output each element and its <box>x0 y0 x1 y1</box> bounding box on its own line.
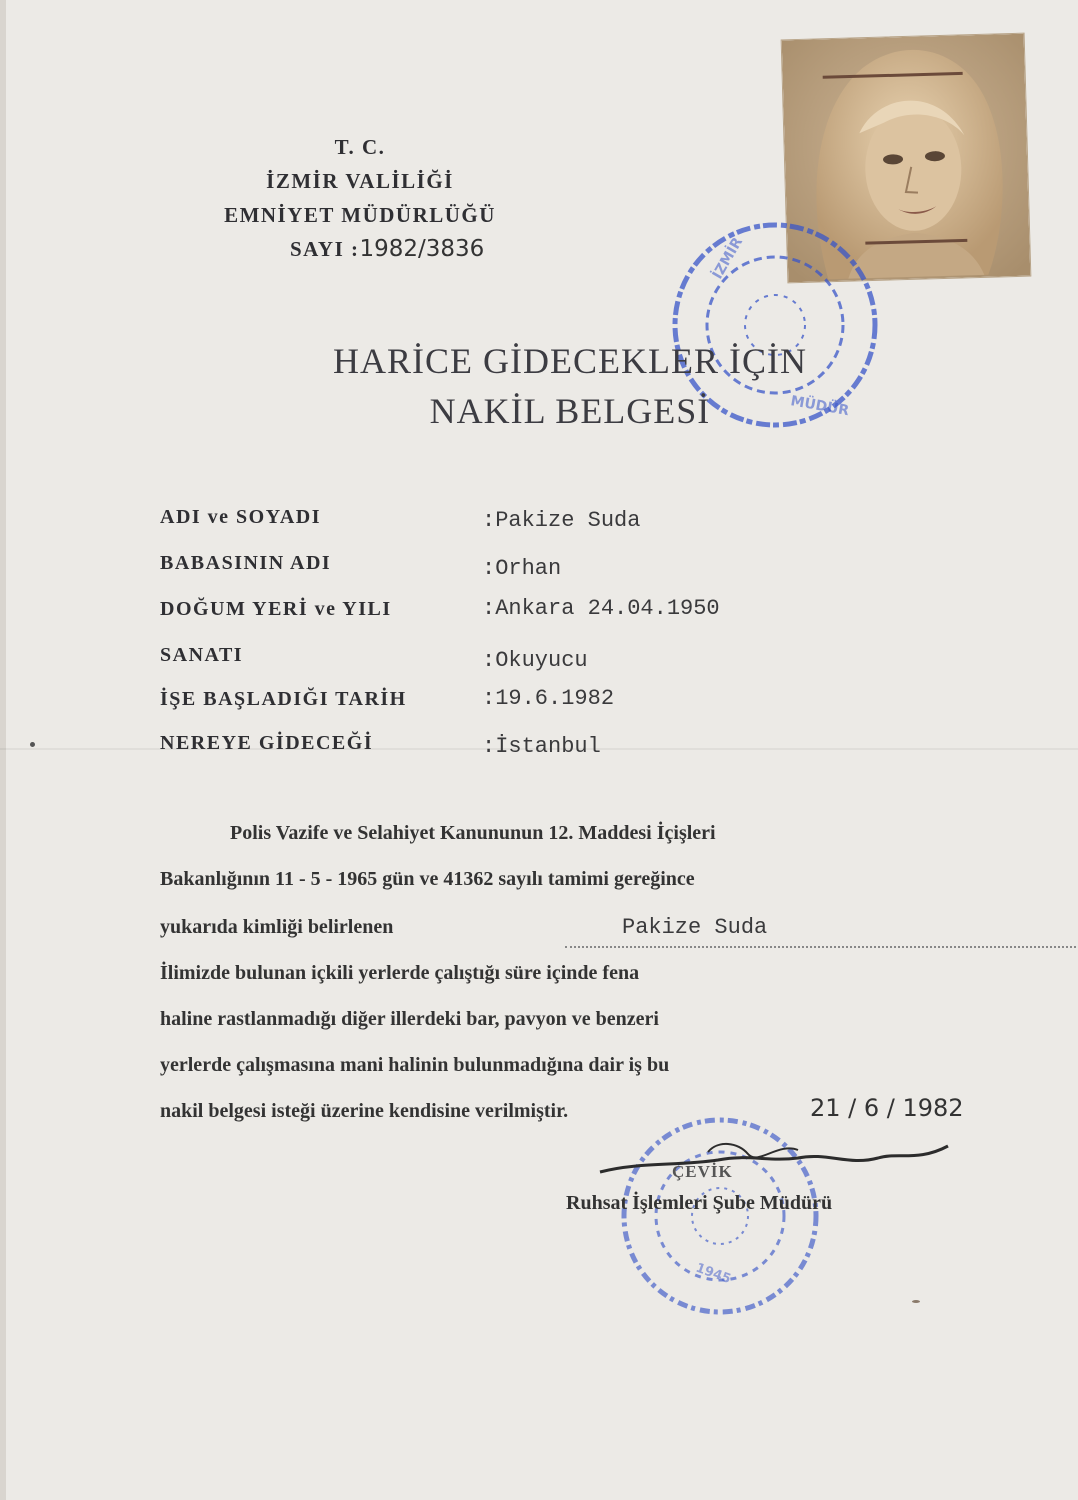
field-value: :İstanbul <box>482 734 601 759</box>
field-start-date <box>160 688 860 728</box>
svg-text:İZMİR: İZMİR <box>709 234 747 282</box>
body-line-5: haline rastlanmadığı diğer illerdeki bar, pavyon ve benzeri <box>160 1008 659 1030</box>
paper-speck <box>30 742 35 747</box>
document-number-label: SAYI : <box>290 237 360 261</box>
svg-text:1945: 1945 <box>693 1260 733 1288</box>
document-number <box>290 236 484 262</box>
body-line-7: nakil belgesi isteği üzerine kendisine verilmiştir. <box>160 1100 569 1122</box>
document-title <box>240 336 900 436</box>
field-value: :Ankara 24.04.1950 <box>482 596 720 621</box>
field-name-surname <box>160 506 860 546</box>
signatory-name: ÇEVİK <box>672 1162 733 1181</box>
field-value: :Orhan <box>482 556 562 581</box>
body-line-4: İlimizde bulunan içkili yerlerde çalıştığı süre içinde fena <box>160 962 640 984</box>
paper-speck <box>912 1300 920 1303</box>
body-line-6: yerlerde çalışmasına mani halinin bulunmadığına dair iş bu <box>160 1054 670 1076</box>
signatory-title: Ruhsat İşlemleri Şube Müdürü <box>566 1192 833 1214</box>
field-value: :19.6.1982 <box>482 686 615 711</box>
title-line-1: HARİCE GİDECEKLER İÇİN <box>333 341 807 381</box>
body-typed-name: Pakize Suda <box>622 915 768 940</box>
field-label: NEREYE GİDECEĞİ <box>160 732 374 754</box>
field-label: BABASININ ADI <box>160 552 332 574</box>
paper-edge <box>0 0 6 1500</box>
field-label: DOĞUM YERİ ve YILI <box>160 598 392 620</box>
issue-date: 21 / 6 / 1982 <box>810 1094 964 1122</box>
issuer-header <box>150 130 570 232</box>
title-line-2: NAKİL BELGESİ <box>429 391 711 431</box>
body-line-3: yukarıda kimliği belirlenen <box>160 916 394 938</box>
field-value: :Okuyucu <box>482 648 588 673</box>
field-label: ADI ve SOYADI <box>160 506 322 528</box>
field-label: SANATI <box>160 644 244 666</box>
svg-text:MÜDÜR: MÜDÜR <box>789 393 851 420</box>
document-number-value: 1982/3836 <box>359 236 485 262</box>
header-tc: T. C. <box>334 135 386 159</box>
field-destination <box>160 732 860 772</box>
field-birth-place-year <box>160 598 860 638</box>
field-occupation <box>160 644 860 684</box>
body-line-2: Bakanlığının 11 - 5 - 1965 gün ve 41362 sayılı tamimi gereğince <box>160 868 695 890</box>
field-father-name <box>160 552 860 592</box>
header-police-directorate: EMNİYET MÜDÜRLÜĞÜ <box>224 203 496 227</box>
header-governorship: İZMİR VALİLİĞİ <box>266 169 454 193</box>
field-value: :Pakize Suda <box>482 508 641 533</box>
body-line-1: Polis Vazife ve Selahiyet Kanununun 12. Maddesi İçişleri <box>230 822 716 844</box>
field-label: İŞE BAŞLADIĞI TARİH <box>160 688 407 710</box>
